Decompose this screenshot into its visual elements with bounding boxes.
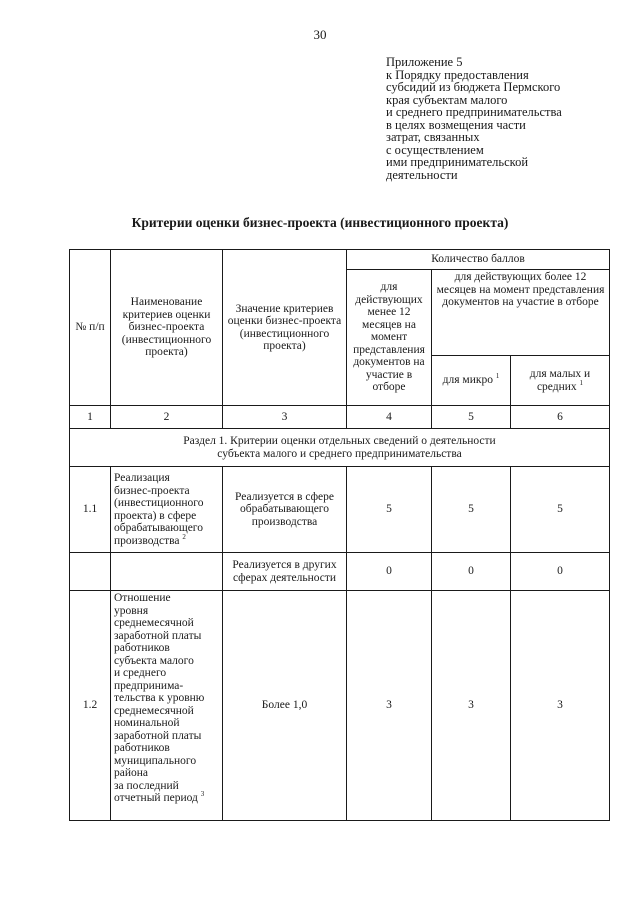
- criterion-line: (инвестиционного: [114, 497, 204, 509]
- criterion-line: проекта) в сфере: [114, 509, 197, 522]
- criterion-line: за последний: [114, 779, 179, 792]
- section-title: Раздел 1. Критерии оценки отдельных сведений о деятельности субъекта малого и среднего предпринимательства: [70, 429, 610, 467]
- column-number: 5: [432, 406, 511, 429]
- criterion-line: среднемесячной: [114, 617, 194, 629]
- points-micro: 3: [432, 591, 511, 821]
- criterion-line: обрабатывающего: [114, 522, 203, 534]
- criterion-line: производства $^2$: [114, 532, 186, 547]
- appendix-line: ими предпринимательской: [386, 155, 529, 169]
- criterion-value: Реализуется в сфере обрабатывающего производства: [223, 467, 347, 553]
- appendix-line: с осуществлением: [386, 142, 484, 157]
- points-small-medium: 0: [511, 553, 610, 591]
- footnote-mark: 3: [200, 790, 205, 799]
- points-less-12: 0: [347, 553, 432, 591]
- header-number: № п/п: [70, 250, 111, 406]
- criterion-line: работников: [114, 642, 170, 654]
- appendix-line: Приложение 5: [386, 55, 463, 69]
- criterion-line: субъекта малого: [114, 654, 194, 667]
- points-micro: 0: [432, 553, 511, 591]
- document-title: Критерии оценки бизнес-проекта (инвестиционного проекта): [131, 215, 509, 230]
- criterion-line: бизнес-проекта: [114, 484, 190, 497]
- criterion-line: Отношение: [114, 592, 171, 604]
- criterion-name: [111, 553, 223, 591]
- row-number: [70, 553, 111, 591]
- appendix-line: и среднего предпринимательства: [386, 105, 562, 119]
- criterion-line: номинальной: [114, 717, 180, 729]
- appendix-line: к Порядку предоставления: [386, 67, 529, 82]
- points-less-12: 5: [347, 467, 432, 553]
- header-micro: для микро $^1$: [432, 356, 511, 406]
- criterion-line: муниципального: [114, 754, 197, 767]
- criterion-line: Реализация: [114, 472, 170, 484]
- criterion-line: среднемесячной: [114, 704, 194, 717]
- criterion-line: отчетный период $^3$: [114, 790, 205, 804]
- points-less-12: 3: [347, 591, 432, 821]
- footnote-mark: 1: [579, 378, 584, 387]
- criteria-table: [69, 249, 610, 821]
- appendix-line: субсидий из бюджета Пермского: [386, 80, 561, 94]
- header-small-medium: для малых и средних $^1$: [511, 356, 610, 406]
- criterion-value: Реализуется в других сферах деятельности: [223, 553, 347, 591]
- criterion-line: предпринима-: [114, 679, 184, 692]
- criterion-value: Более 1,0: [223, 591, 347, 821]
- appendix-line: деятельности: [386, 167, 458, 182]
- points-small-medium: 3: [511, 591, 610, 821]
- criterion-line: заработной платы: [114, 729, 202, 742]
- column-number: 6: [511, 406, 610, 429]
- header-criterion-value: Значение критериев оценки бизнес-проекта (инвестиционного проекта): [223, 250, 347, 406]
- criterion-line: работников: [114, 742, 170, 754]
- criterion-line: заработной платы: [114, 629, 202, 642]
- column-number: 1: [70, 406, 111, 429]
- criterion-line: тельства к уровню: [114, 692, 205, 704]
- column-number: 3: [223, 406, 347, 429]
- criterion-name: [111, 467, 223, 553]
- header-points: Количество баллов: [347, 250, 610, 270]
- criterion-line: уровня: [114, 604, 149, 617]
- row-number: 1.1: [70, 467, 111, 553]
- header-more-12-months: для действующих более 12 месяцев на момент представления документов на участие в отборе: [432, 270, 610, 356]
- appendix-line: в целях возмещения части: [386, 117, 526, 132]
- points-small-medium: 5: [511, 467, 610, 553]
- column-number: 4: [347, 406, 432, 429]
- header-criterion-name: Наименование критериев оценки бизнес-проекта (инвестиционного проекта): [111, 250, 223, 406]
- criterion-line: и среднего: [114, 667, 167, 679]
- row-number: 1.2: [70, 591, 111, 821]
- appendix-reference: [386, 56, 626, 181]
- points-micro: 5: [432, 467, 511, 553]
- criterion-name: [111, 591, 223, 821]
- appendix-line: затрат, связанных: [386, 130, 480, 144]
- header-less-12-months: для действующих менее 12 месяцев на момент представления документов на участие в отборе: [347, 270, 432, 406]
- page-number: 30: [313, 27, 327, 42]
- appendix-line: края субъектам малого: [386, 92, 508, 107]
- footnote-mark: 1: [495, 372, 500, 381]
- footnote-mark: 2: [182, 532, 186, 541]
- criterion-line: района: [114, 767, 149, 779]
- column-number: 2: [111, 406, 223, 429]
